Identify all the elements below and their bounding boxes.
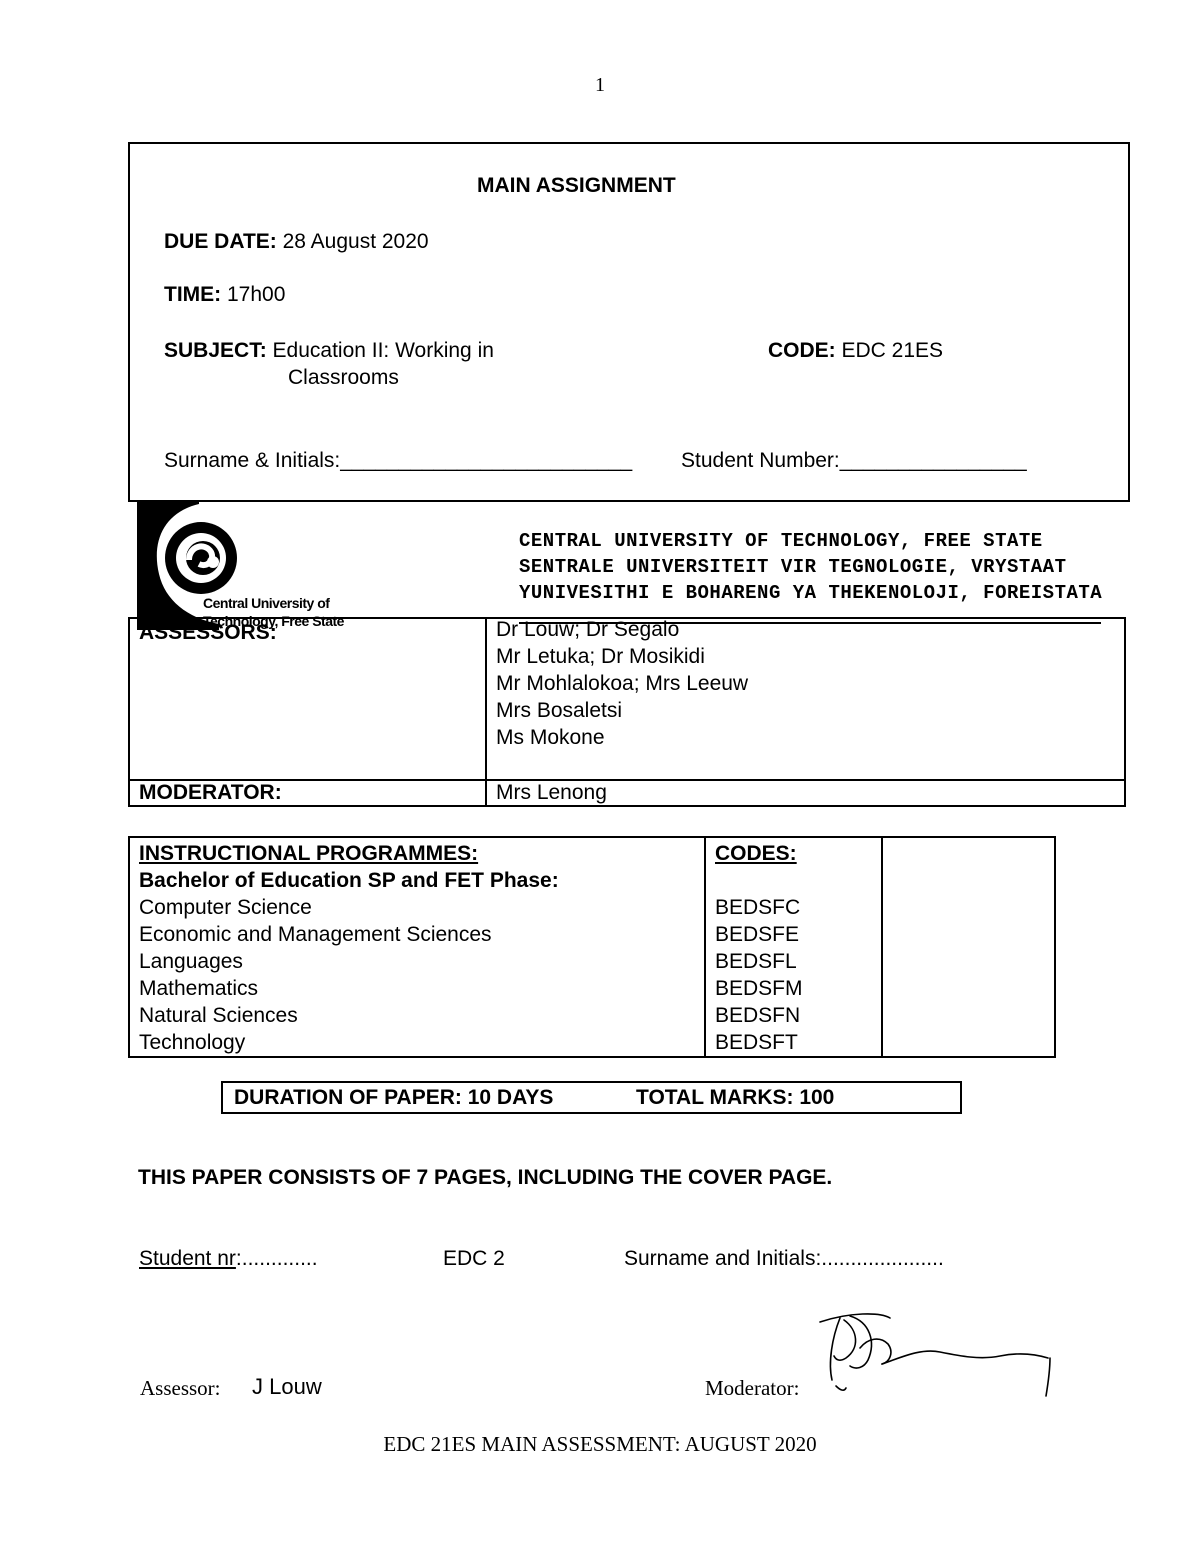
programme-code: BEDSFE — [715, 923, 800, 946]
total-marks: TOTAL MARKS: 100 — [636, 1086, 835, 1109]
assignment-title: MAIN ASSIGNMENT — [477, 174, 676, 197]
moderator-sign-label: Moderator: — [705, 1376, 800, 1400]
university-name-english: CENTRAL UNIVERSITY OF TECHNOLOGY, FREE STATE — [519, 530, 1043, 552]
student-nr-label: Student nr — [139, 1247, 236, 1270]
assessors-table — [128, 617, 1126, 807]
student-number-field: Student Number:________________ — [681, 449, 1027, 472]
student-nr-dots: :............. — [235, 1247, 318, 1270]
time — [164, 283, 285, 307]
programme-code: BEDSFN — [715, 1004, 801, 1027]
university-name-sesotho: YUNIVESITHI E BOHARENG YA THEKENOLOJI, FOREISTATA — [519, 582, 1103, 604]
subject-value: Education II: Working in — [266, 339, 494, 362]
moderator-value: Mrs Lenong — [496, 781, 607, 804]
assessor-label: Assessor: — [140, 1376, 221, 1400]
assessor-name: Mr Letuka; Dr Mosikidi — [496, 645, 705, 668]
subject — [164, 339, 494, 363]
assessors-label: ASSESSORS: — [139, 621, 277, 644]
page-count-note: THIS PAPER CONSISTS OF 7 PAGES, INCLUDING THE COVER PAGE. — [138, 1166, 833, 1189]
assessor-name: J Louw — [252, 1374, 322, 1399]
code-label: CODE: — [768, 339, 836, 362]
assessors-label-cell — [129, 618, 486, 780]
moderator-signature — [810, 1308, 1060, 1400]
programme-code: BEDSFT — [715, 1031, 798, 1054]
programmes-table — [128, 836, 1056, 1058]
programmes-row — [129, 837, 1055, 1057]
page-footer: EDC 21ES MAIN ASSESSMENT: AUGUST 2020 — [383, 1432, 817, 1456]
duration-box — [221, 1081, 962, 1114]
programmes-header: INSTRUCTIONAL PROGRAMMES: — [139, 842, 479, 865]
code-value: EDC 21ES — [835, 339, 944, 362]
moderator-label-cell — [129, 780, 486, 806]
university-names — [519, 528, 1102, 606]
due-date-value: 28 August 2020 — [276, 230, 429, 253]
programme-name: Technology — [139, 1031, 246, 1054]
programmes-cell — [129, 837, 705, 1057]
codes-header: CODES: — [715, 842, 797, 865]
assessor-name: Mr Mohlalokoa; Mrs Leeuw — [496, 672, 749, 695]
cut-logo — [137, 500, 367, 630]
edc-label: EDC 2 — [443, 1247, 505, 1270]
duration: DURATION OF PAPER: 10 DAYS — [234, 1086, 554, 1109]
programme-code: BEDSFC — [715, 896, 801, 919]
logo-text-line2: Technology, Free State — [203, 613, 344, 629]
programme-name: Natural Sciences — [139, 1004, 298, 1027]
surname-field: Surname & Initials:_________________________ — [164, 449, 633, 472]
time-value: 17h00 — [221, 283, 286, 306]
time-label: TIME: — [164, 283, 222, 306]
assessor-name: Mrs Bosaletsi — [496, 699, 623, 722]
subject-label: SUBJECT: — [164, 339, 267, 362]
page-number: 1 — [595, 74, 605, 96]
moderator-row — [129, 780, 1125, 806]
due-date — [164, 230, 429, 254]
assessor-name: Ms Mokone — [496, 726, 605, 749]
logo-text-line1: Central University of — [203, 595, 330, 611]
codes-spacer — [715, 867, 881, 894]
student-nr — [139, 1247, 318, 1271]
programme-code: BEDSFL — [715, 950, 797, 973]
empty-cell — [882, 837, 1055, 1057]
moderator-value-cell — [486, 780, 1125, 806]
programme-name: Mathematics — [139, 977, 259, 1000]
code — [768, 339, 943, 363]
programme-name: Economic and Management Sciences — [139, 923, 492, 946]
codes-cell — [705, 837, 882, 1057]
programme-name: Languages — [139, 950, 243, 973]
moderator-label: MODERATOR: — [139, 781, 282, 804]
university-name-afrikaans: SENTRALE UNIVERSITEIT VIR TEGNOLOGIE, VRYSTAAT — [519, 556, 1067, 578]
due-date-label: DUE DATE: — [164, 230, 277, 253]
assessors-row — [129, 618, 1125, 780]
subject-value-line2: Classrooms — [288, 366, 399, 389]
programme-code: BEDSFM — [715, 977, 803, 1000]
assignment-header-box — [128, 142, 1130, 502]
programme-name: Computer Science — [139, 896, 312, 919]
programmes-subheader: Bachelor of Education SP and FET Phase: — [139, 869, 559, 892]
assessors-names-cell — [486, 615, 1125, 777]
assessor-name: Dr Louw; Dr Segalo — [496, 618, 680, 641]
surname-initials: Surname and Initials:..................... — [624, 1247, 944, 1270]
